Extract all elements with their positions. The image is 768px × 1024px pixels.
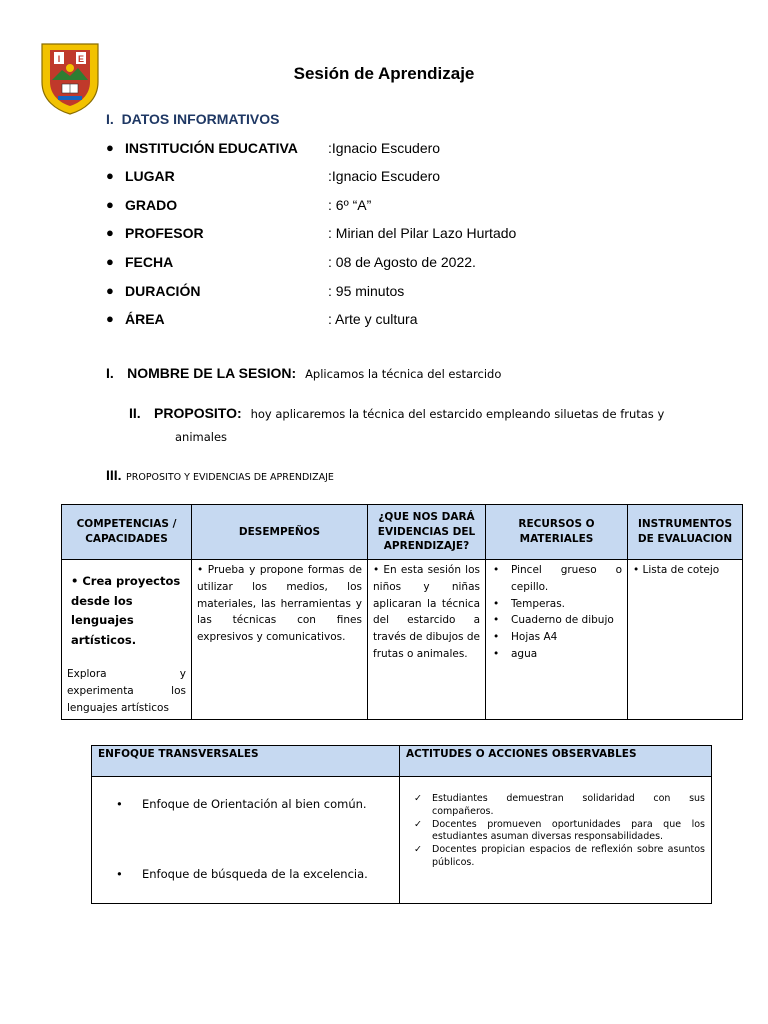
info-label: INSTITUCIÓN EDUCATIVA [125,140,298,156]
purpose-text-continued: animales [175,430,228,444]
enfoque-text: Enfoque de Orientación al bien común. [142,797,367,811]
bullet-icon: ● [106,283,114,298]
info-value: : 6º “A” [328,197,372,213]
list-item: • Pincel grueso o cepillo. [505,562,622,596]
page-title: Sesión de Aprendizaje [293,64,475,83]
crest-letter-e: E [77,54,85,64]
competencia-text: • Crea proyectos desde los lenguajes artísticos. [71,574,181,647]
checkmark-icon: ✓ [414,844,422,856]
checkmark-icon: ✓ [414,818,422,830]
actitud-item [406,819,705,845]
session-name-value: Aplicamos la técnica del estarcido [305,367,502,381]
table-row [62,560,743,720]
crest-letter-i: I [57,54,61,64]
evidencia-text: • En esta sesión los niños y niñas aplicaran la técnica del estarcido a través de dibujos de frutas o animales. [373,564,480,660]
bullet-icon: ● [106,311,114,326]
bullet-icon: ● [106,225,114,240]
section-number: I. [106,111,114,127]
cell-actitudes [400,777,712,904]
section-heading: PROPOSITO Y EVIDENCIAS DE APRENDIZAJE [126,472,334,483]
actitud-text: Estudiantes demuestran solidaridad con sus compañeros. [432,793,705,817]
bullet-icon: ● [106,254,114,269]
cell-enfoques [92,777,400,904]
info-label: LUGAR [125,168,175,184]
session-name-label: NOMBRE DE LA SESION: [127,365,297,381]
bullet-icon: ● [106,140,114,155]
header-desempenos: DESEMPEÑOS [192,505,368,560]
info-value: : Mirian del Pilar Lazo Hurtado [328,225,517,241]
table-row [92,777,712,904]
instrumento-text: • Lista de cotejo [633,564,720,576]
list-item: • agua [505,646,622,663]
info-value: : 95 minutos [328,283,405,299]
bullet-icon: • [116,797,123,811]
actitud-item [406,844,705,870]
cell-recursos [486,560,628,720]
transversal-approach-table [91,745,712,904]
checkmark-icon: ✓ [414,793,422,804]
section-datos-informativos [106,111,279,127]
info-label: GRADO [125,197,178,213]
list-item: • Temperas. [505,596,622,613]
cell-evidencias [368,560,486,720]
header-actitudes: ACTITUDES O ACCIONES OBSERVABLES [400,746,712,777]
desempeno-text: • Prueba y propone formas de utilizar los medios, los materiales, las herramientas y las técnicas con fines expresivos y comunicativos. [197,564,362,644]
section-proposito-evidencias [106,467,334,485]
capacidad-text: Explora y experimenta los lenguajes artísticos [67,668,186,714]
enfoque-text: Enfoque de búsqueda de la excelencia. [142,867,368,881]
session-number: I. [106,365,114,381]
actitud-text: Docentes propician espacios de reflexión sobre asuntos públicos. [432,844,705,869]
purpose-text: hoy aplicaremos la técnica del estarcido empleando siluetas de frutas y [250,407,665,421]
info-value: :Ignacio Escudero [328,140,441,156]
resources-list [491,562,622,663]
table-header-row [62,505,743,560]
info-label: PROFESOR [125,225,204,241]
header-enfoque: ENFOQUE TRANSVERSALES [92,746,400,777]
purpose-number: II. [129,405,141,421]
session-name [106,365,501,383]
header-competencias: COMPETENCIAS / CAPACIDADES [62,505,192,560]
list-item: • Cuaderno de dibujo [505,612,622,629]
info-value: : Arte y cultura [328,311,418,327]
section-heading: DATOS INFORMATIVOS [121,111,280,127]
table-header-row [92,746,712,777]
actitud-item [406,793,705,819]
section-number: III. [106,467,122,483]
learning-evidence-table [61,504,743,720]
info-label: DURACIÓN [125,283,201,299]
cell-competencias [62,560,192,720]
bullet-icon: ● [106,197,114,212]
header-recursos: RECURSOS O MATERIALES [486,505,628,560]
header-instrumentos: INSTRUMENTOS DE EVALUACION [628,505,743,560]
info-label: ÁREA [125,311,165,327]
list-item: • Hojas A4 [505,629,622,646]
bullet-icon: • [116,867,123,881]
purpose-label: PROPOSITO: [154,405,242,421]
purpose [129,405,664,423]
cell-desempenos [192,560,368,720]
actitud-text: Docentes promueven oportunidades para que los estudiantes asuman diversas responsabilidades. [432,818,705,843]
info-value: : 08 de Agosto de 2022. [328,254,476,270]
bullet-icon: ● [106,168,114,183]
cell-instrumentos [628,560,743,720]
info-value: :Ignacio Escudero [328,168,441,184]
info-label: FECHA [125,254,174,270]
header-evidencias: ¿QUE NOS DARÁ EVIDENCIAS DEL APRENDIZAJE? [368,505,486,560]
